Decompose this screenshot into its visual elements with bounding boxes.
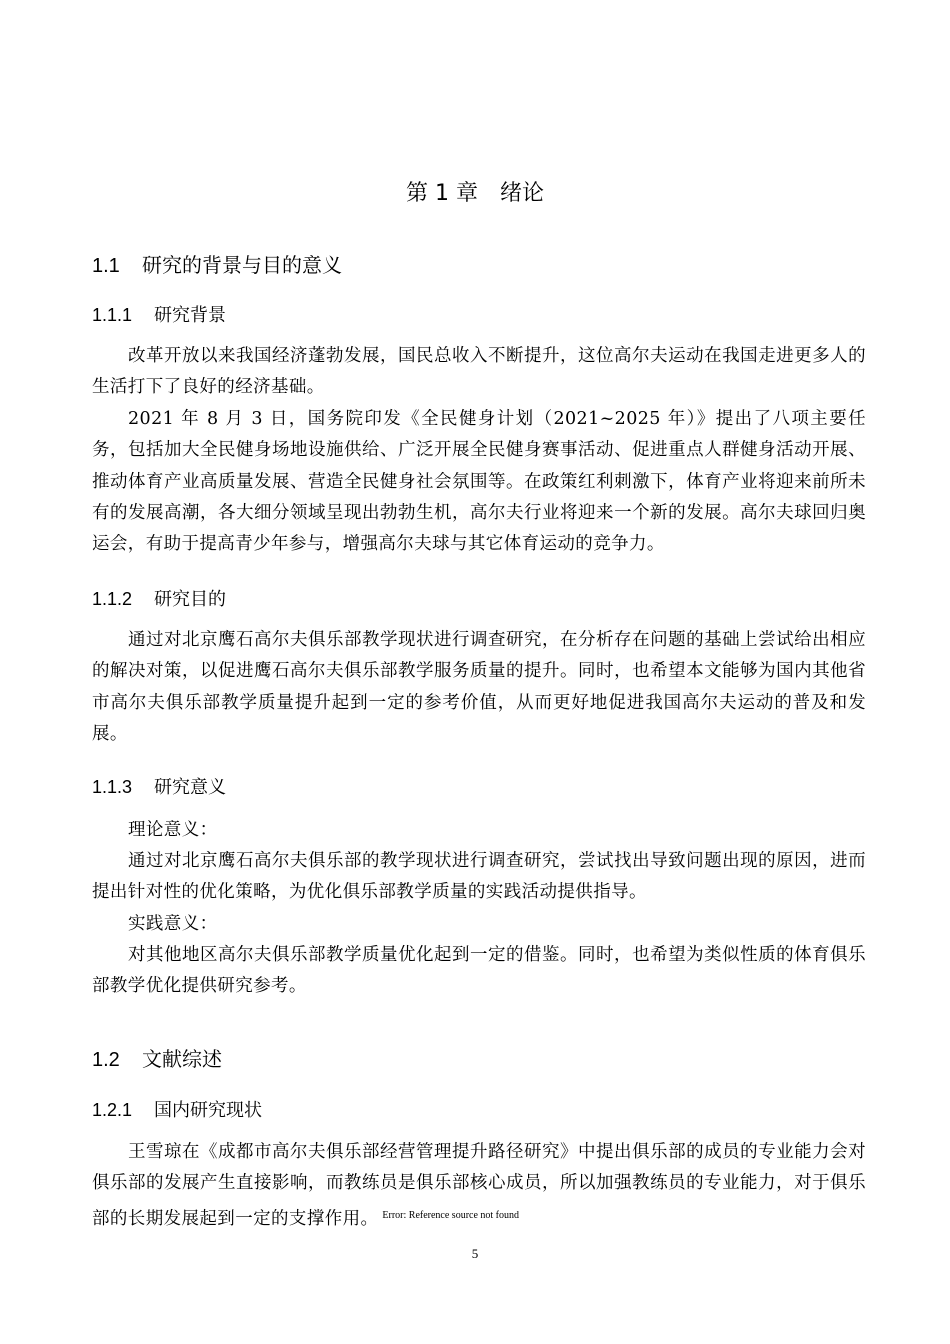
paragraph-domestic-research (92, 1137, 866, 1235)
paragraph-theory: 通过对北京鹰石高尔夫俱乐部的教学现状进行调查研究，尝试找出导致问题出现的原因，进而提出针对性的优化策略，为优化俱乐部教学质量的实践活动提供指导。 (92, 851, 866, 903)
section-number: 1.2.1 (92, 1100, 133, 1120)
section-number: 1.1.1 (92, 305, 133, 325)
paragraph-background-2: 2021 年 8 月 3 日，国务院印发《全民健身计划（2021~2025 年）》提出了八项主要任务，包括加大全民健身场地设施供给、广泛开展全民健身赛事活动、促进重点人群健身活动开展、推动体育产业高质量发展、营造全民健身社会氛围等。在政策红利刺激下，体育产业将迎来前所未有的发展高潮，各大细分领域呈现出勃勃生机，高尔夫行业将迎来一个新的发展。高尔夫球回归奥运会，有助于提高青少年参与，增强高尔夫球与其它体育运动的竞争力。 (92, 409, 866, 555)
reference-error-note: Error: Reference source not found (382, 1209, 520, 1221)
paragraph-practice-label: 实践意义： (128, 914, 218, 934)
section-heading-1-2 (92, 1044, 222, 1075)
section-number: 1.1 (92, 255, 120, 277)
page-number: 5 (471, 1246, 479, 1261)
paragraph-theory-label: 理论意义： (128, 820, 218, 840)
section-number: 1.1.3 (92, 777, 133, 797)
section-heading-1-1 (92, 250, 342, 281)
section-heading-1-1-3 (92, 773, 226, 802)
section-title: 研究的背景与目的意义 (142, 253, 342, 277)
section-title: 研究意义 (154, 777, 226, 798)
section-number: 1.1.2 (92, 589, 133, 609)
section-number: 1.2 (92, 1049, 120, 1071)
paragraph-practice: 对其他地区高尔夫俱乐部教学质量优化起到一定的借鉴。同时，也希望为类似性质的体育俱乐部教学优化提供研究参考。 (92, 945, 866, 997)
section-heading-1-2-1 (92, 1096, 262, 1125)
section-title: 研究背景 (154, 305, 226, 326)
paragraph-background-1: 改革开放以来我国经济蓬勃发展，国民总收入不断提升，这位高尔夫运动在我国走进更多人的生活打下了良好的经济基础。 (92, 346, 866, 398)
section-title: 研究目的 (154, 589, 226, 610)
paragraph-text: 王雪琼在《成都市高尔夫俱乐部经营管理提升路径研究》中提出俱乐部的成员的专业能力会对俱乐部的发展产生直接影响，而教练员是俱乐部核心成员，所以加强教练员的专业能力，对于俱乐部的长期发展起到一定的支撑作用。 (92, 1142, 866, 1229)
section-heading-1-1-1 (92, 301, 226, 330)
section-heading-1-1-2 (92, 585, 226, 614)
section-title: 文献综述 (142, 1047, 222, 1071)
chapter-title: 第 1 章 绪论 (406, 181, 544, 206)
section-title: 国内研究现状 (154, 1100, 262, 1121)
paragraph-purpose: 通过对北京鹰石高尔夫俱乐部教学现状进行调查研究，在分析存在问题的基础上尝试给出相应的解决对策，以促进鹰石高尔夫俱乐部教学服务质量的提升。同时，也希望本文能够为国内其他省市高尔夫俱乐部教学质量提升起到一定的参考价值，从而更好地促进我国高尔夫运动的普及和发展。 (92, 630, 866, 744)
